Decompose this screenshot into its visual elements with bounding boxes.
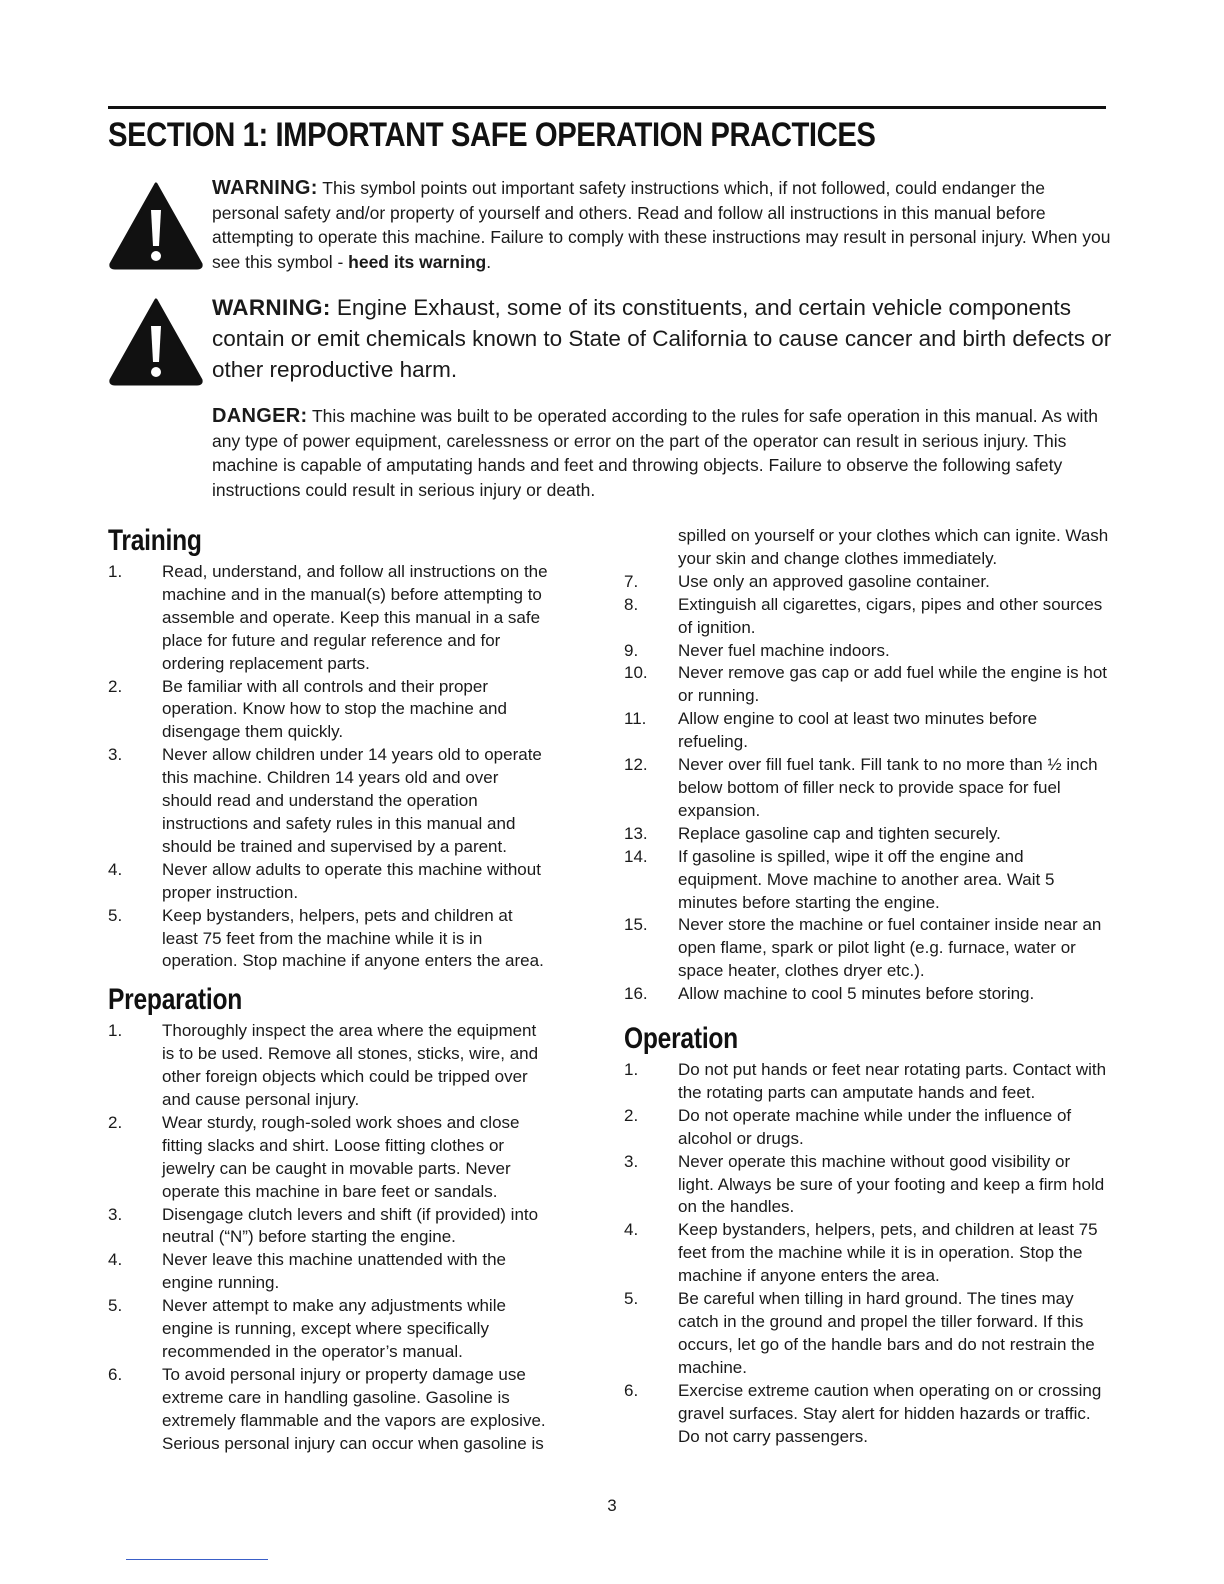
item-number: 4. [624,1220,639,1240]
item-number: 2. [624,1105,639,1125]
operation-heading: Operation [624,1022,738,1056]
item-number: 3. [624,1151,639,1171]
right-column [624,525,1109,1448]
warning-text: This symbol points out important safety instructions which, if not followed, could endanger the personal safety and/or property of yourself and others. Read and follow all instructions in this manual before attempting to operate this machine. Failure to comply with these instructions may result in personal injury. When you see this symbol - [212,178,1111,272]
item-text: Keep bystanders, helpers, pets, and children at least 75 feet from the machine while it is in operation. Stop the machine if anyone enters the area. [678,1220,1098,1286]
item-number: 8. [624,594,639,614]
item-text: Never operate this machine without good visibility or light. Always be sure of your footing and keep a firm hold on the handles. [678,1151,1105,1217]
list-item [108,905,548,974]
list-item [108,859,548,905]
warning-label: WARNING: [212,295,331,320]
section-title: SECTION 1: IMPORTANT SAFE OPERATION PRACTICES [108,116,876,154]
warning-triangle-icon [108,296,204,386]
item-text: Disengage clutch levers and shift (if provided) into neutral (“N”) before starting the engine. [162,1204,539,1247]
list-item [624,662,1109,708]
list-item [624,846,1109,915]
warning-safety-paragraph [212,176,1112,274]
list-item [108,744,548,859]
list-item [624,1105,1109,1151]
danger-text: This machine was built to be operated according to the rules for safe operation in this manual. As with any type of power equipment, carelessness or error on the part of the operator can result in serious injury. This machine is capable of amputating hands and feet and throwing objects. Failure to observe the following safety instructions could result in serious injury or death. [212,406,1098,500]
item-number: 15. [624,915,648,935]
item-text: Allow machine to cool 5 minutes before storing. [678,984,1035,1004]
warning-text: Engine Exhaust, some of its constituents, and certain vehicle components contain or emit chemicals known to State of California to cause cancer and birth defects or other reproductive harm. [212,295,1112,382]
list-item [624,1219,1109,1288]
list-item [624,983,1109,1006]
item-text: Never store the machine or fuel container inside near an open flame, spark or pilot light (e.g. furnace, water or space heater, clothes dryer etc.). [678,915,1102,981]
list-item [108,1204,548,1250]
item-number: 9. [624,640,639,660]
footer-rule [126,1559,268,1560]
warning-triangle-icon [108,180,204,270]
item-text: Never leave this machine unattended with the engine running. [162,1250,506,1293]
item-text: Do not put hands or feet near rotating parts. Contact with the rotating parts can amputate hands and feet. [678,1060,1107,1102]
item-number: 13. [624,823,648,843]
item-number: 7. [624,571,639,591]
list-item [108,676,548,745]
item-number: 12. [624,755,648,775]
operation-list [624,1059,1109,1448]
header-rule [108,106,1106,109]
page-number: 3 [607,1496,617,1515]
list-item [108,1364,548,1456]
item-number: 11. [624,709,647,729]
item-text: Extinguish all cigarettes, cigars, pipes and other sources of ignition. [678,594,1103,637]
preparation-heading: Preparation [108,983,243,1017]
preparation-list-continued [624,571,1109,1006]
item-text: Never fuel machine indoors. [678,640,890,660]
item-text: Be familiar with all controls and their proper operation. Know how to stop the machine and disengage them quickly. [162,676,507,742]
item-text: Exercise extreme caution when operating on or crossing gravel surfaces. Stay alert for hidden hazards or traffic. Do not carry passengers. [678,1380,1102,1446]
item-number: 3. [108,745,123,765]
danger-label: DANGER: [212,405,308,427]
warning-california-paragraph [212,292,1112,385]
list-item [624,914,1109,983]
preparation-continuation: spilled on yourself or your clothes which can ignite. Wash your skin and change clothes immediately. [678,526,1109,568]
list-item [624,754,1109,823]
item-number: 4. [108,859,123,879]
item-number: 1. [624,1060,639,1080]
item-text: Never allow children under 14 years old to operate this machine. Children 14 years old and over should read and understand the operation instructions and safety rules in this manual and should be trained and supervised by a parent. [162,745,542,856]
item-number: 2. [108,676,123,696]
item-number: 6. [624,1380,639,1400]
list-item [624,1380,1109,1449]
item-text: To avoid personal injury or property damage use extreme care in handling gasoline. Gasoline is extremely flammable and the vapors are explosive. Serious personal injury can occur when gasoline is [162,1364,546,1453]
list-item [108,1249,548,1295]
warning-label: WARNING: [212,177,318,199]
list-item [624,708,1109,754]
training-heading: Training [108,524,202,557]
item-text: Be careful when tilling in hard ground. The tines may catch in the ground and propel the tiller forward. If this occurs, let go of the handle bars and do not restrain the machine. [678,1289,1095,1377]
list-item [624,1288,1109,1380]
item-number: 3. [108,1204,123,1224]
item-number: 4. [108,1250,123,1270]
item-number: 6. [108,1364,123,1384]
training-list [108,561,548,973]
item-number: 2. [108,1112,123,1132]
item-text: Allow engine to cool at least two minutes before refueling. [678,709,1038,752]
left-column [108,524,548,1456]
item-number: 5. [108,1296,123,1316]
list-item [624,571,1109,594]
item-text: Use only an approved gasoline container. [678,571,990,591]
item-text: Thoroughly inspect the area where the equipment is to be used. Remove all stones, sticks, wire, and other foreign objects which could be tripped over and cause personal injury. [162,1021,539,1110]
list-item [108,561,548,676]
list-item [624,823,1109,846]
list-item [624,640,1109,663]
item-text: Never remove gas cap or add fuel while the engine is hot or running. [678,663,1108,706]
item-number: 10. [624,663,648,683]
item-text: Do not operate machine while under the influence of alcohol or drugs. [678,1105,1072,1148]
item-text: Never attempt to make any adjustments while engine is running, except where specifically recommended in the operator’s manual. [162,1296,506,1361]
list-item [624,1151,1109,1220]
item-number: 1. [108,562,123,581]
list-item [624,594,1109,640]
preparation-list [108,1020,548,1455]
item-text: Wear sturdy, rough-soled work shoes and close fitting slacks and shirt. Loose fitting clothes or jewelry can be caught in movable parts. Never operate this machine in bare feet or sandals. [162,1112,520,1201]
item-number: 16. [624,984,648,1004]
item-text: If gasoline is spilled, wipe it off the engine and equipment. Move machine to another area. Wait 5 minutes before starting the engine. [678,846,1055,912]
list-item [624,1059,1109,1105]
item-text: Never allow adults to operate this machine without proper instruction. [162,859,541,902]
item-text: Never over fill fuel tank. Fill tank to no more than ½ inch below bottom of filler neck to provide space for fuel expansion. [678,755,1098,820]
item-number: 1. [108,1021,123,1041]
item-text: Replace gasoline cap and tighten securely. [678,823,1001,843]
item-text: Keep bystanders, helpers, pets and children at least 75 feet from the machine while it is in operation. Stop machine if anyone enters the area. [162,905,544,971]
warning-end: . [486,251,492,272]
item-number: 5. [108,905,123,925]
item-text: Read, understand, and follow all instructions on the machine and in the manual(s) before attempting to assemble and operate. Keep this manual in a safe place for future and regular reference and for ordering replacement parts. [162,562,548,673]
list-item [108,1295,548,1364]
warning-emphasis: heed its warning [348,251,487,272]
item-number: 14. [624,846,648,866]
danger-paragraph [212,404,1112,502]
list-item [108,1020,548,1112]
item-number: 5. [624,1289,639,1309]
list-item [108,1112,548,1204]
